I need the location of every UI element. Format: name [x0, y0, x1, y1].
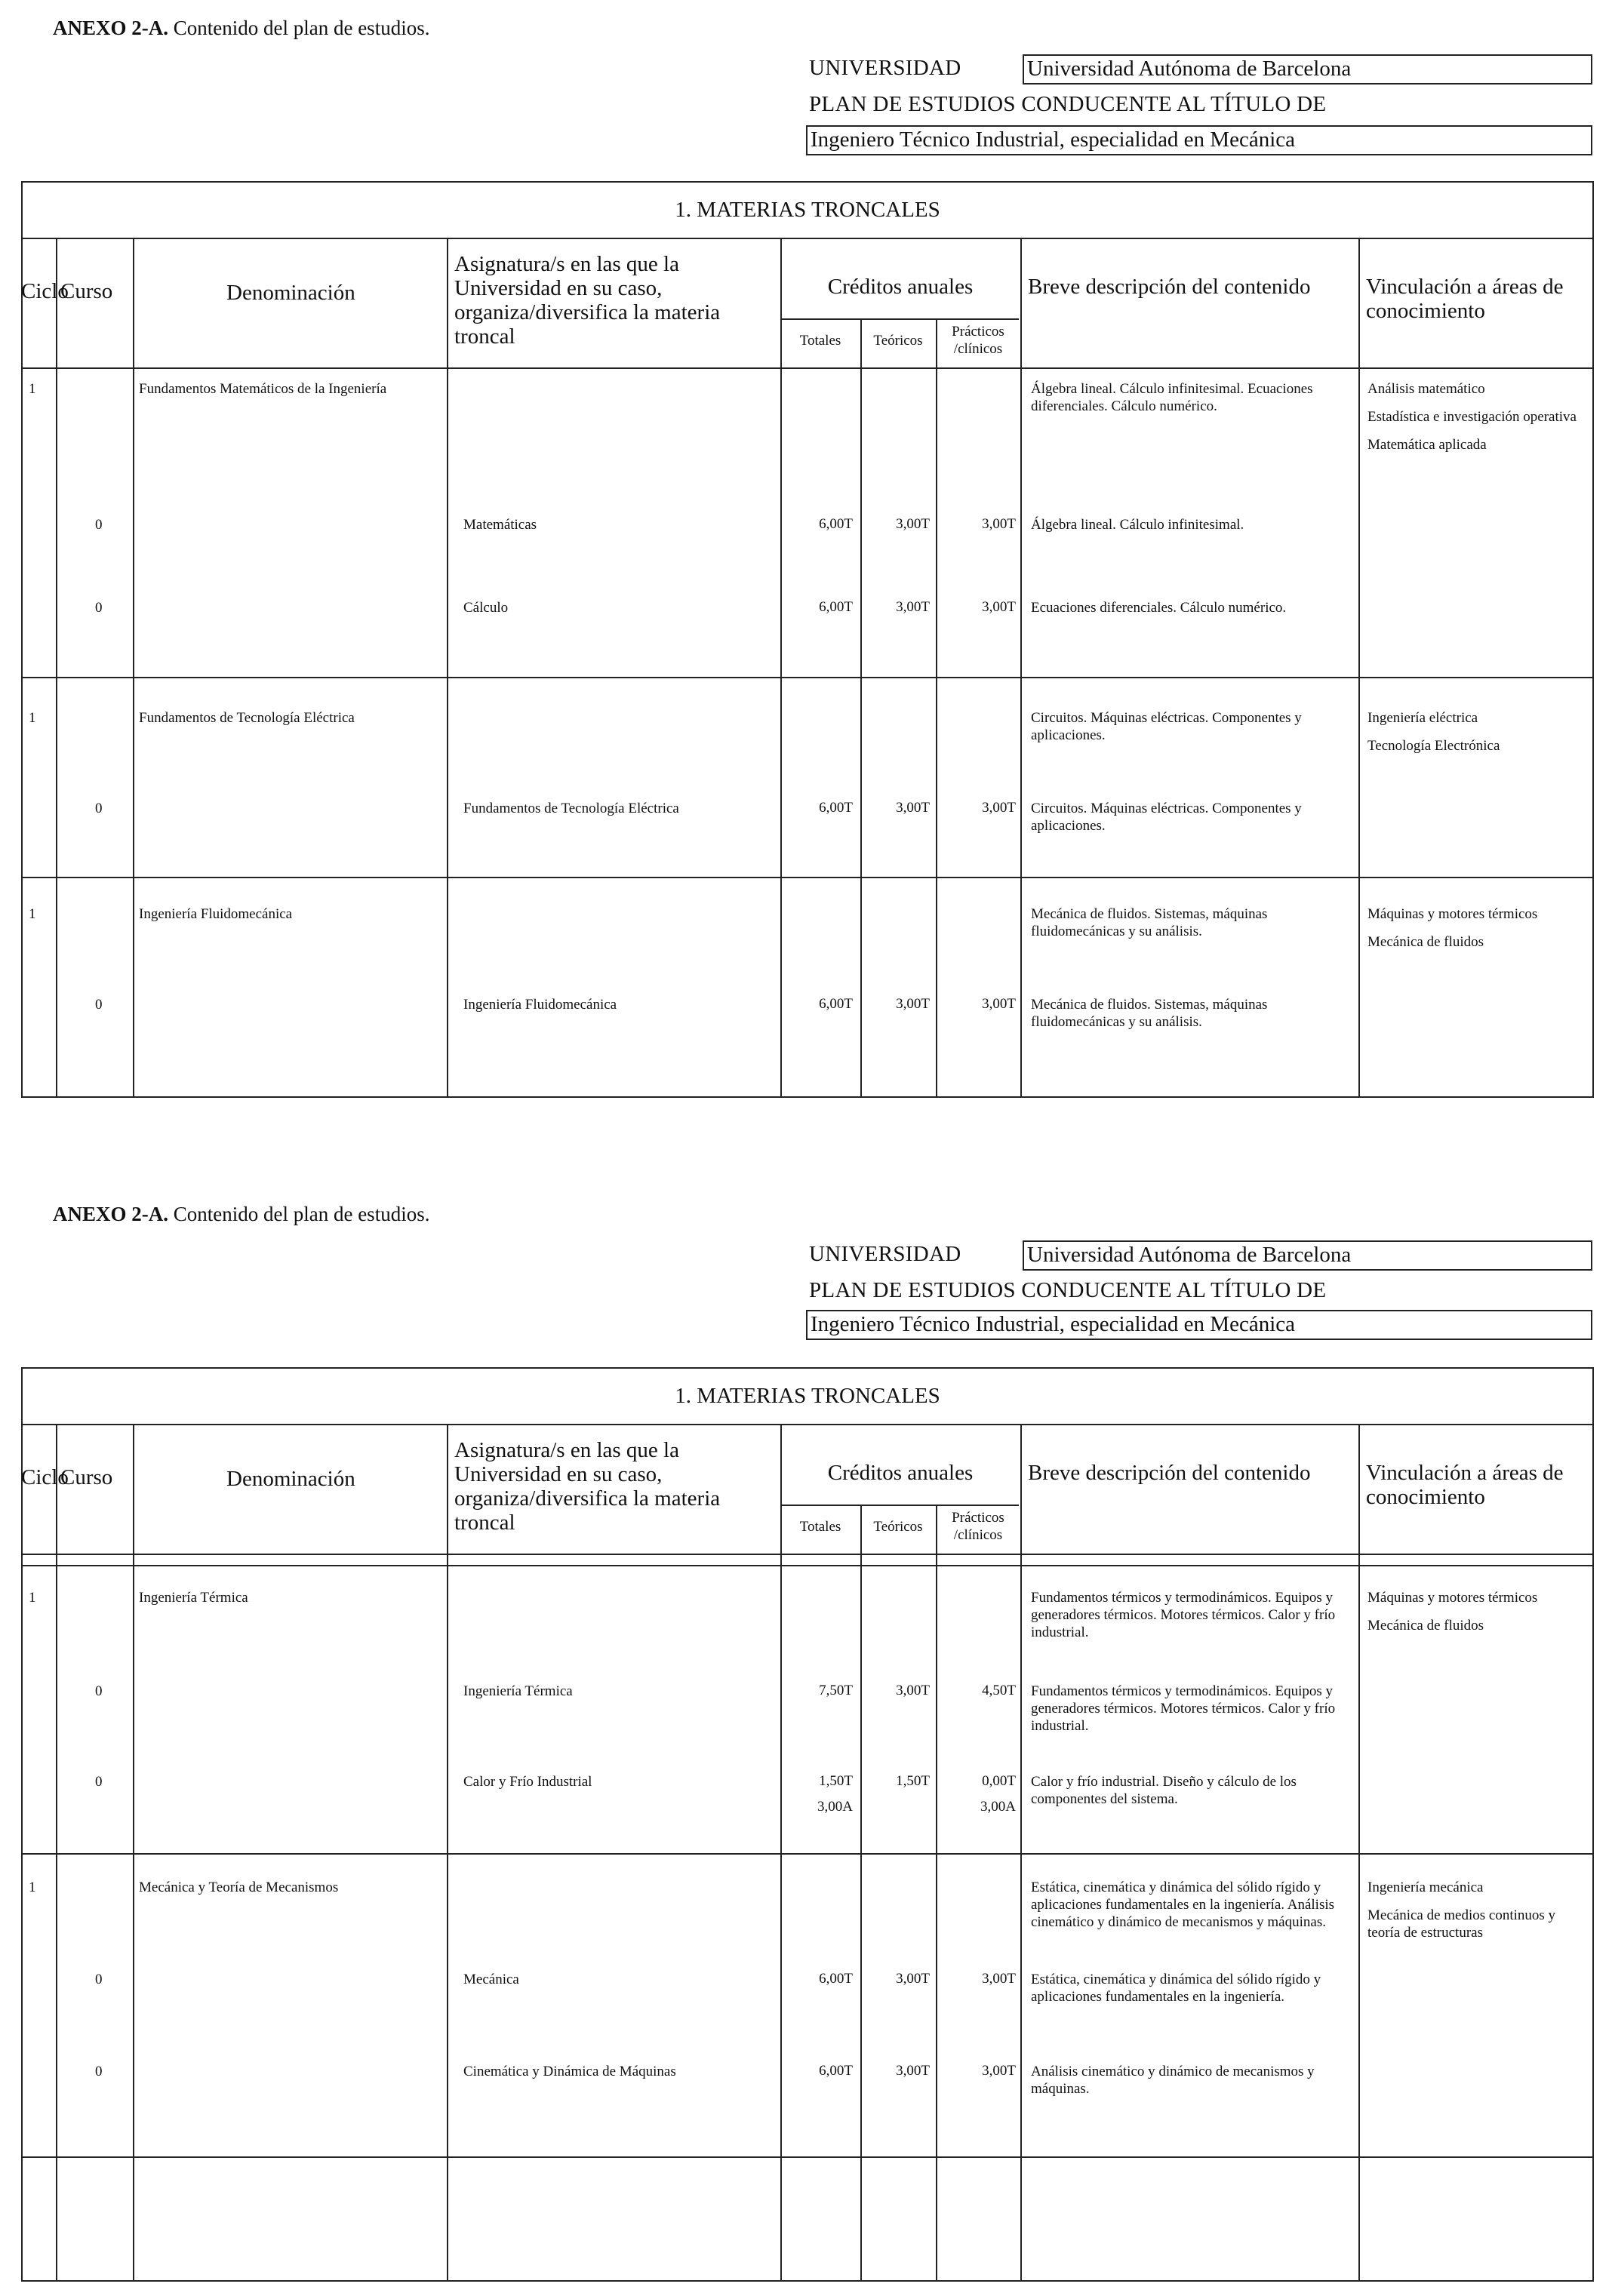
plan-label: PLAN DE ESTUDIOS CONDUCENTE AL TÍTULO DE: [809, 92, 1327, 116]
group-areas: [1367, 709, 1586, 765]
row-totales: 7,50T: [819, 1683, 853, 1698]
row-teoricos: 1,50T: [896, 1773, 930, 1789]
degree-title: Ingeniero Técnico Industrial, especialidad en Mecánica: [806, 1310, 1592, 1340]
row-curso: 0: [95, 997, 103, 1013]
row-teoricos: 3,00T: [896, 800, 930, 816]
row-asignatura: Ingeniería Térmica: [463, 1683, 573, 1699]
row-teoricos: 3,00T: [896, 2063, 930, 2079]
row-teoricos: 3,00T: [896, 1683, 930, 1698]
row-practicos: 3,00T: [982, 599, 1016, 615]
row-asignatura: Matemáticas: [463, 517, 537, 533]
area-item: Máquinas y motores térmicos: [1367, 906, 1538, 922]
row-descripcion: Álgebra lineal. Cálculo infinitesimal.: [1031, 517, 1244, 533]
row-teoricos: 3,00T: [896, 996, 930, 1012]
annex-title: ANEXO 2-A. Contenido del plan de estudios.: [53, 1203, 430, 1225]
header-vinculacion: Vinculación a áreas de conocimiento: [1366, 1461, 1564, 1509]
area-item: Ingeniería mecánica: [1367, 1880, 1484, 1895]
group-descripcion: Estática, cinemática y dinámica del sólido rígido y aplicaciones fundamentales en la ingeniería. Análisis cinemático y dinámico de mecanismos y máquinas.: [1031, 1880, 1335, 1930]
row-curso: 0: [95, 517, 103, 533]
area-item: Estadística e investigación operativa: [1367, 409, 1577, 425]
plan-label: PLAN DE ESTUDIOS CONDUCENTE AL TÍTULO DE: [809, 1278, 1327, 1302]
section-title: 1. MATERIAS TRONCALES: [23, 183, 1592, 239]
group-ciclo: 1: [29, 1590, 36, 1606]
troncales-table: [21, 1367, 1594, 2282]
group-ciclo: 1: [29, 1880, 36, 1895]
header-asignaturas: Asignatura/s en las que la Universidad en su caso, organiza/diversifica la materia troncal: [454, 252, 721, 349]
annex-title: ANEXO 2-A. Contenido del plan de estudios.: [53, 17, 430, 39]
row-curso: 0: [95, 2064, 103, 2079]
row-teoricos: 3,00T: [896, 516, 930, 532]
header-practicos: Prácticos /clínicos: [952, 324, 1004, 357]
row-practicos: 0,00T: [982, 1773, 1016, 1789]
row-curso: 0: [95, 1972, 103, 1987]
page-1: [0, 0, 1612, 1132]
page-2: [0, 1185, 1612, 2294]
university-label: UNIVERSIDAD: [809, 1242, 961, 1266]
row-curso: 0: [95, 1774, 103, 1790]
area-item: Máquinas y motores térmicos: [1367, 1590, 1538, 1606]
row-totales: 1,50T: [819, 1773, 853, 1789]
group-ciclo: 1: [29, 710, 36, 726]
group-areas: [1367, 1589, 1586, 1645]
row-totales: 6,00T: [819, 1971, 853, 1987]
header-creditos: Créditos anuales: [827, 1461, 974, 1485]
row-descripcion: Mecánica de fluidos. Sistemas, máquinas fluidomecánicas y su análisis.: [1031, 997, 1268, 1030]
area-item: Tecnología Electrónica: [1367, 738, 1500, 754]
row-curso: 0: [95, 801, 103, 816]
row-descripcion: Fundamentos térmicos y termodinámicos. Equipos y generadores térmicos. Motores térmicos. Calor y frío industrial.: [1031, 1683, 1336, 1734]
row-teoricos: 3,00T: [896, 599, 930, 615]
row-totales: 6,00T: [819, 2063, 853, 2079]
header-descripcion: Breve descripción del contenido: [1028, 1461, 1311, 1485]
group-denominacion: Fundamentos de Tecnología Eléctrica: [139, 710, 355, 726]
group-areas: [1367, 905, 1586, 961]
group-areas: [1367, 380, 1586, 464]
row-asignatura: Ingeniería Fluidomecánica: [463, 997, 617, 1013]
area-item: Análisis matemático: [1367, 381, 1485, 397]
degree-title: Ingeniero Técnico Industrial, especialidad en Mecánica: [806, 125, 1592, 155]
university-value: Universidad Autónoma de Barcelona: [1023, 54, 1592, 85]
header-curso: Curso: [60, 279, 113, 303]
row-practicos: 3,00T: [982, 996, 1016, 1012]
group-denominacion: Mecánica y Teoría de Mecanismos: [139, 1880, 339, 1895]
row-descripcion: Análisis cinemático y dinámico de mecanismos y máquinas.: [1031, 2064, 1315, 2097]
row-practicos: 4,50T: [982, 1683, 1016, 1698]
area-item: Mecánica de medios continuos y teoría de estructuras: [1367, 1907, 1556, 1941]
header-ciclo: Ciclo: [21, 1465, 69, 1489]
row-descripcion: Ecuaciones diferenciales. Cálculo numérico.: [1031, 600, 1287, 616]
header-ciclo: Ciclo: [21, 279, 69, 303]
row-curso: 0: [95, 600, 103, 616]
group-ciclo: 1: [29, 906, 36, 922]
row-practicos-alt: 3,00A: [980, 1799, 1016, 1815]
header-totales: Totales: [799, 1519, 841, 1535]
header-descripcion: Breve descripción del contenido: [1028, 275, 1311, 299]
row-totales: 6,00T: [819, 800, 853, 816]
header-creditos: Créditos anuales: [827, 275, 974, 299]
row-practicos: 3,00T: [982, 1971, 1016, 1987]
group-descripcion: Fundamentos térmicos y termodinámicos. Equipos y generadores térmicos. Motores térmicos. Calor y frío industrial.: [1031, 1590, 1336, 1640]
troncales-table: [21, 181, 1594, 1098]
row-descripcion: Estática, cinemática y dinámica del sólido rígido y aplicaciones fundamentales en la ingeniería.: [1031, 1972, 1321, 2005]
area-item: Matemática aplicada: [1367, 437, 1487, 453]
row-asignatura: Cinemática y Dinámica de Máquinas: [463, 2064, 676, 2079]
group-descripcion: Circuitos. Máquinas eléctricas. Componentes y aplicaciones.: [1031, 710, 1302, 743]
row-descripcion: Calor y frío industrial. Diseño y cálculo de los componentes del sistema.: [1031, 1774, 1297, 1807]
row-totales: 6,00T: [819, 996, 853, 1012]
header-curso: Curso: [60, 1465, 113, 1489]
row-teoricos: 3,00T: [896, 1971, 930, 1987]
header-teoricos: Teóricos: [873, 1519, 923, 1535]
group-denominacion: Ingeniería Fluidomecánica: [139, 906, 293, 922]
row-practicos: 3,00T: [982, 516, 1016, 532]
row-asignatura: Mecánica: [463, 1972, 519, 1987]
row-curso: 0: [95, 1683, 103, 1699]
row-asignatura: Fundamentos de Tecnología Eléctrica: [463, 801, 679, 816]
area-item: Mecánica de fluidos: [1367, 934, 1484, 950]
area-item: Ingeniería eléctrica: [1367, 710, 1478, 726]
group-denominacion: Ingeniería Térmica: [139, 1590, 248, 1606]
row-practicos: 3,00T: [982, 800, 1016, 816]
header-denominacion: Denominación: [226, 281, 355, 305]
header-denominacion: Denominación: [226, 1467, 355, 1491]
header-teoricos: Teóricos: [873, 333, 923, 349]
university-value: Universidad Autónoma de Barcelona: [1023, 1240, 1592, 1271]
section-title: 1. MATERIAS TRONCALES: [23, 1369, 1592, 1425]
university-label: UNIVERSIDAD: [809, 56, 961, 80]
row-asignatura: Cálculo: [463, 600, 509, 616]
row-asignatura: Calor y Frío Industrial: [463, 1774, 592, 1790]
group-areas: [1367, 1879, 1586, 1952]
row-practicos: 3,00T: [982, 2063, 1016, 2079]
header-practicos: Prácticos /clínicos: [952, 1510, 1004, 1543]
header-totales: Totales: [799, 333, 841, 349]
row-descripcion: Circuitos. Máquinas eléctricas. Componentes y aplicaciones.: [1031, 801, 1302, 834]
area-item: Mecánica de fluidos: [1367, 1618, 1484, 1634]
group-descripcion: Mecánica de fluidos. Sistemas, máquinas fluidomecánicas y su análisis.: [1031, 906, 1268, 939]
group-ciclo: 1: [29, 381, 36, 397]
group-descripcion: Álgebra lineal. Cálculo infinitesimal. Ecuaciones diferenciales. Cálculo numérico.: [1031, 381, 1313, 414]
header-asignaturas: Asignatura/s en las que la Universidad en su caso, organiza/diversifica la materia troncal: [454, 1438, 721, 1535]
group-denominacion: Fundamentos Matemáticos de la Ingeniería: [139, 381, 387, 397]
row-totales: 6,00T: [819, 599, 853, 615]
header-vinculacion: Vinculación a áreas de conocimiento: [1366, 275, 1564, 323]
row-totales: 6,00T: [819, 516, 853, 532]
row-totales-alt: 3,00A: [817, 1799, 853, 1815]
